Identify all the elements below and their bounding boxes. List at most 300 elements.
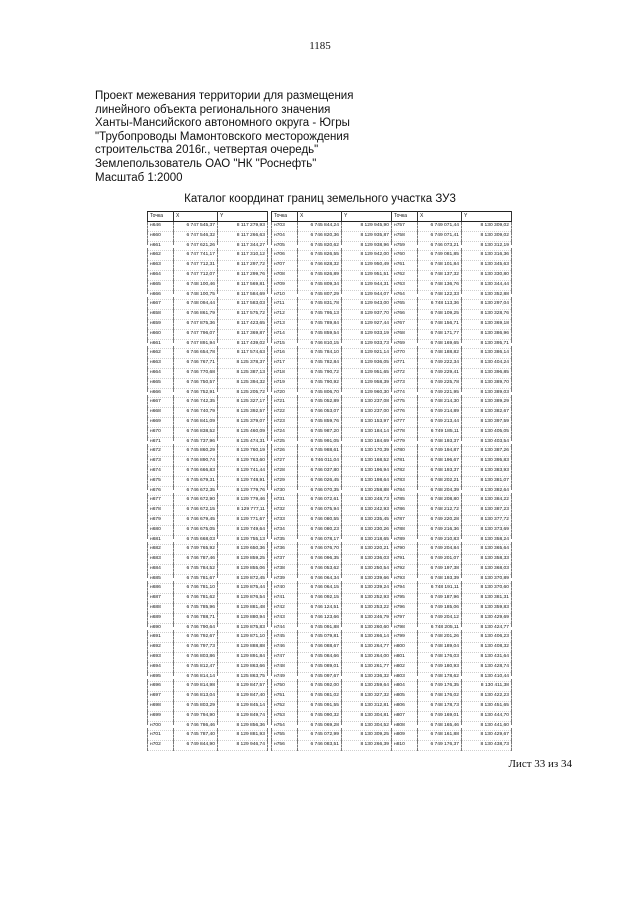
table-row [148,447,268,457]
table-row [392,672,512,682]
table-row [272,231,392,241]
cell-point: н803 [392,672,418,682]
cell-x: 6 746 750,57 [174,378,218,388]
cell-x: 6 746 813,04 [174,692,218,702]
cell-point: н769 [392,339,418,349]
cell-x: 6 747 741,17 [174,251,218,261]
cell-y: 8 130 220,21 [342,545,392,555]
cell-point: н787 [392,515,418,525]
table-row [272,290,392,300]
cell-y: 8 130 328,76 [462,310,512,320]
table-row [148,437,268,447]
cell-point: н793 [392,574,418,584]
cell-x: 6 745 806,70 [298,388,342,398]
coordinate-table-2 [271,211,392,751]
cell-x: 6 745 803,29 [174,702,218,712]
cell-x: 6 748 165,46 [418,721,462,731]
cell-point: н807 [392,711,418,721]
cell-x: 6 749 216,36 [418,525,462,535]
cell-y: 8 129 933,73 [342,339,392,349]
cell-x: 6 748 100,75 [174,290,218,300]
cell-x: 6 748 094,44 [174,300,218,310]
cell-x: 6 746 064,34 [298,574,342,584]
cell-y: 8 125 474,31 [218,437,268,447]
cell-y: 8 130 230,26 [342,525,392,535]
cell-x: 6 746 096,35 [298,555,342,565]
cell-y: 8 130 236,32 [342,672,392,682]
cell-point: н740 [272,584,298,594]
table-row [392,633,512,643]
cell-x: 6 746 767,71 [174,359,218,369]
cell-point: н739 [272,574,298,584]
table-row [392,613,512,623]
table-row [272,731,392,741]
table-row [392,653,512,663]
table-row [392,251,512,261]
cell-point: н665 [148,280,174,290]
cell-x: 6 748 137,32 [418,270,462,280]
cell-y: 8 130 387,23 [462,506,512,516]
table-row [148,672,268,682]
cell-y: 8 130 405,05 [462,427,512,437]
cell-y: 8 130 431,64 [462,653,512,663]
table-row [148,702,268,712]
table-row [148,496,268,506]
cell-point: н723 [272,417,298,427]
table-row [392,515,512,525]
table-row [272,251,392,261]
cell-y: 8 130 381,07 [462,476,512,486]
cell-x: 6 749 221,95 [418,388,462,398]
cell-x: 6 746 810,15 [298,339,342,349]
table-row [148,662,268,672]
cell-x: 6 749 794,90 [174,711,218,721]
cell-y: 8 129 921,14 [342,349,392,359]
cell-y: 8 130 381,31 [462,594,512,604]
cell-point: н730 [272,486,298,496]
cell-x: 6 748 193,39 [418,574,462,584]
cell-x: 6 748 100,46 [174,280,218,290]
table-row [392,574,512,584]
cell-point: н752 [272,702,298,712]
cell-y: 8 130 410,44 [462,672,512,682]
cell-point: н726 [272,447,298,457]
table-row [148,486,268,496]
table-row [272,329,392,339]
cell-point: н781 [392,457,418,467]
cell-point: н702 [148,741,174,751]
cell-x: 6 746 076,70 [298,545,342,555]
header-line: строительства 2016г., четвертая очередь" [95,144,319,157]
cell-y: 8 130 382,64 [462,486,512,496]
cell-point: н680 [148,525,174,535]
cell-y: 8 130 389,70 [462,378,512,388]
cell-point: н796 [392,604,418,614]
header-line: Проект межевания территории для размещения [95,90,354,102]
cell-point: н694 [148,662,174,672]
cell-point: н777 [392,417,418,427]
table-row [272,496,392,506]
cell-x: 6 745 097,67 [298,672,342,682]
cell-x: 6 746 123,66 [298,613,342,623]
cell-y: 8 117 575,72 [218,310,268,320]
cell-point: н733 [272,515,298,525]
table-header-row [392,212,512,222]
table-row [392,417,512,427]
cell-x: 6 749 214,89 [418,408,462,418]
cell-x: 6 749 201,07 [418,555,462,565]
table-row [148,731,268,741]
table-row [272,270,392,280]
cell-x: 6 747 621,26 [174,241,218,251]
cell-y: 8 117 423,65 [218,319,268,329]
cell-point: н663 [148,261,174,271]
cell-y: 8 130 259,64 [342,682,392,692]
cell-y: 8 129 938,96 [342,241,392,251]
table-row [272,339,392,349]
cell-x: 6 746 675,05 [174,525,218,535]
cell-point: н667 [148,300,174,310]
cell-y: 8 129 749,64 [218,525,268,535]
cell-x: 6 747 875,36 [174,319,218,329]
table-row [272,486,392,496]
cell-x: 6 749 222,34 [418,359,462,369]
project-header [95,90,525,185]
table-row [272,280,392,290]
cell-x: 6 746 075,94 [298,506,342,516]
cell-point: н810 [392,741,418,751]
cell-x: 6 746 072,61 [298,496,342,506]
cell-x: 6 746 890,74 [174,457,218,467]
cell-y: 8 130 429,69 [462,613,512,623]
cell-y: 8 129 880,94 [218,613,268,623]
cell-y: 8 129 881,48 [218,604,268,614]
cell-x: 6 746 786,46 [174,721,218,731]
cell-point: н768 [392,329,418,339]
cell-point: н713 [272,319,298,329]
cell-point: н786 [392,506,418,516]
table-row [148,535,268,545]
table-row [148,270,268,280]
table-row [148,457,268,467]
column-header-x: X [298,212,342,222]
table-row [392,682,512,692]
cell-point: н738 [272,564,298,574]
cell-y: 8 129 935,87 [342,231,392,241]
cell-x: 6 748 171,77 [418,329,462,339]
cell-x: 6 746 080,23 [298,525,342,535]
cell-y: 8 129 859,25 [218,555,268,565]
cell-point: н792 [392,564,418,574]
cell-y: 8 130 429,67 [462,731,512,741]
cell-point: н722 [272,408,298,418]
table-row [148,319,268,329]
table-row [272,633,392,643]
table-row [392,692,512,702]
cell-y: 8 129 779,76 [218,486,268,496]
cell-x: 6 746 073,21 [418,241,462,251]
cell-y: 8 129 875,44 [218,584,268,594]
table-row [272,535,392,545]
coordinate-table-1 [147,211,268,751]
cell-y: 8 129 891,84 [218,653,268,663]
cell-y: 8 130 304,81 [342,711,392,721]
table-row [148,417,268,427]
cell-x: 6 745 844,24 [298,222,342,232]
table-row [392,555,512,565]
cell-y: 8 129 944,31 [342,280,392,290]
cell-point: н661 [148,339,174,349]
cell-x: 6 748 193,37 [418,466,462,476]
table-row [392,408,512,418]
cell-x: 6 746 092,15 [298,594,342,604]
table-row [148,349,268,359]
cell-x: 6 748 212,72 [418,506,462,516]
cell-point: н790 [392,545,418,555]
table-row [148,280,268,290]
cell-point: н706 [272,251,298,261]
cell-x: 6 745 988,61 [298,447,342,457]
cell-point: н741 [272,594,298,604]
table-row [148,555,268,565]
cell-x: 6 748 156,71 [418,319,462,329]
table-row [392,476,512,486]
table-row [272,506,392,516]
cell-x: 6 748 188,82 [418,349,462,359]
cell-y: 8 129 760,19 [218,447,268,457]
cell-point: н729 [272,476,298,486]
cell-y: 8 125 863,75 [218,672,268,682]
cell-y: 8 130 237,08 [342,398,392,408]
cell-point: н705 [272,241,298,251]
cell-x: 6 749 185,06 [418,604,462,614]
cell-x: 6 746 672,15 [174,506,218,516]
cell-x: 6 748 113,36 [418,300,462,310]
cell-point: н662 [148,349,174,359]
page-number: 1185 [309,40,331,52]
cell-point: н760 [392,251,418,261]
cell-y: 8 130 368,03 [462,564,512,574]
table-row [148,653,268,663]
cell-point: н802 [392,662,418,672]
cell-point: н753 [272,711,298,721]
cell-point: н697 [148,692,174,702]
table-row [392,222,512,232]
table-row [148,604,268,614]
cell-y: 8 130 369,18 [462,319,512,329]
cell-y: 8 130 365,64 [462,545,512,555]
cell-y: 8 130 261,77 [342,662,392,672]
cell-x: 6 745 809,34 [298,280,342,290]
cell-x: 6 745 081,02 [298,692,342,702]
table-row [272,368,392,378]
cell-x: 6 749 185,11 [418,427,462,437]
cell-y: 8 130 384,22 [462,496,512,506]
table-row [392,584,512,594]
table-row [272,349,392,359]
cell-y: 8 129 777,11 [218,506,268,516]
cell-y: 8 130 297,04 [462,300,512,310]
cell-x: 6 748 202,21 [418,476,462,486]
cell-y: 8 130 422,23 [462,692,512,702]
cell-x: 6 746 828,32 [298,261,342,271]
cell-point: н716 [272,349,298,359]
cell-x: 6 745 784,52 [174,564,218,574]
cell-y: 8 130 451,65 [462,702,512,712]
table-row [148,476,268,486]
cell-point: н809 [392,731,418,741]
cell-x: 6 748 214,30 [418,398,462,408]
cell-point: н804 [392,682,418,692]
cell-point: н794 [392,584,418,594]
table-row [272,653,392,663]
table-row [148,466,268,476]
table-row [392,741,512,751]
table-row [272,721,392,731]
cell-point: н767 [392,319,418,329]
cell-y: 8 129 856,36 [218,721,268,731]
cell-y: 8 130 370,60 [462,584,512,594]
table-row [392,711,512,721]
cell-point: н778 [392,427,418,437]
column-header-point: Точка [392,212,418,222]
cell-x: 6 746 770,68 [174,368,218,378]
cell-y: 8 130 386,96 [462,329,512,339]
cell-y: 8 129 946,74 [218,741,268,751]
cell-y: 8 130 198,64 [342,476,392,486]
cell-y: 8 125 327,17 [218,398,268,408]
table-row [272,241,392,251]
cell-y: 8 129 872,45 [218,574,268,584]
catalog-title: Каталог координат границ земельного участка ЗУ3 [184,193,456,205]
cell-point: н696 [148,682,174,692]
cell-y: 8 130 389,29 [462,398,512,408]
cell-y: 8 129 847,57 [218,682,268,692]
cell-y: 8 130 250,54 [342,564,392,574]
cell-x: 6 745 084,66 [298,653,342,663]
cell-x: 6 746 790,64 [174,623,218,633]
cell-point: н806 [392,702,418,712]
cell-y: 8 130 309,02 [462,222,512,232]
column-header-x: X [174,212,218,222]
cell-x: 6 745 069,28 [298,721,342,731]
cell-y: 8 129 958,39 [342,378,392,388]
table-row [148,241,268,251]
cell-x: 6 749 844,90 [174,741,218,751]
cell-point: н750 [272,682,298,692]
cell-x: 6 745 987,20 [298,427,342,437]
cell-point: н676 [148,486,174,496]
cell-x: 6 746 088,67 [298,643,342,653]
table-row [148,594,268,604]
table-row [392,721,512,731]
cell-y: 8 117 574,63 [218,349,268,359]
table-row [148,378,268,388]
cell-point: н719 [272,378,298,388]
cell-y: 8 130 397,59 [462,417,512,427]
cell-point: н668 [148,408,174,418]
cell-y: 8 129 944,07 [342,290,392,300]
cell-point: н791 [392,555,418,565]
cell-y: 8 130 408,32 [462,643,512,653]
cell-x: 6 746 803,86 [174,653,218,663]
column-header-point: Точка [272,212,298,222]
cell-y: 8 117 584,69 [218,290,268,300]
cell-y: 8 129 741,44 [218,466,268,476]
table-row [272,466,392,476]
cell-x: 6 748 136,76 [418,280,462,290]
table-row [272,574,392,584]
cell-point: н679 [148,515,174,525]
table-row [148,368,268,378]
cell-x: 6 745 789,84 [298,319,342,329]
table-row [148,261,268,271]
cell-y: 8 129 936,05 [342,359,392,369]
cell-y: 8 125 394,32 [218,378,268,388]
table-row [148,310,268,320]
table-row [272,457,392,467]
cell-y: 8 129 945,90 [342,222,392,232]
cell-y: 8 130 239,66 [342,574,392,584]
table-row [148,300,268,310]
table-row [392,604,512,614]
table-row [392,241,512,251]
table-row [272,594,392,604]
header-line: Масштаб 1:2000 [95,171,183,184]
cell-point: н681 [148,535,174,545]
cell-x: 6 748 196,67 [418,457,462,467]
cell-x: 6 746 654,78 [174,349,218,359]
table-row [392,261,512,271]
cell-y: 8 130 264,00 [342,653,392,663]
cell-y: 8 125 392,57 [218,408,268,418]
table-row [148,506,268,516]
cell-point: н677 [148,496,174,506]
table-row [392,398,512,408]
cell-point: н660 [148,329,174,339]
cell-y: 8 117 369,87 [218,329,268,339]
table-row [148,545,268,555]
cell-y: 8 130 218,65 [342,535,392,545]
table-row [272,741,392,751]
cell-point: н780 [392,447,418,457]
cell-point: н737 [272,555,298,565]
cell-x: 6 745 787,40 [174,731,218,741]
cell-y: 8 129 650,36 [218,545,268,555]
cell-x: 6 748 176,03 [418,653,462,663]
table-row [148,525,268,535]
table-row [272,319,392,329]
table-row [148,388,268,398]
table-row [272,476,392,486]
table-row [272,417,392,427]
table-row [392,643,512,653]
cell-x: 6 746 672,35 [174,486,218,496]
cell-point: н754 [272,721,298,731]
cell-y: 8 130 196,94 [342,466,392,476]
cell-y: 8 130 382,67 [462,408,512,418]
cell-x: 6 747 545,37 [174,222,218,232]
table-row [392,731,512,741]
table-row [272,437,392,447]
cell-x: 6 749 210,83 [418,535,462,545]
cell-point: н743 [272,613,298,623]
cell-y: 8 129 960,30 [342,388,392,398]
cell-y: 8 117 310,12 [218,251,268,261]
table-row [392,300,512,310]
table-row [148,339,268,349]
cell-x: 6 746 841,09 [174,417,218,427]
